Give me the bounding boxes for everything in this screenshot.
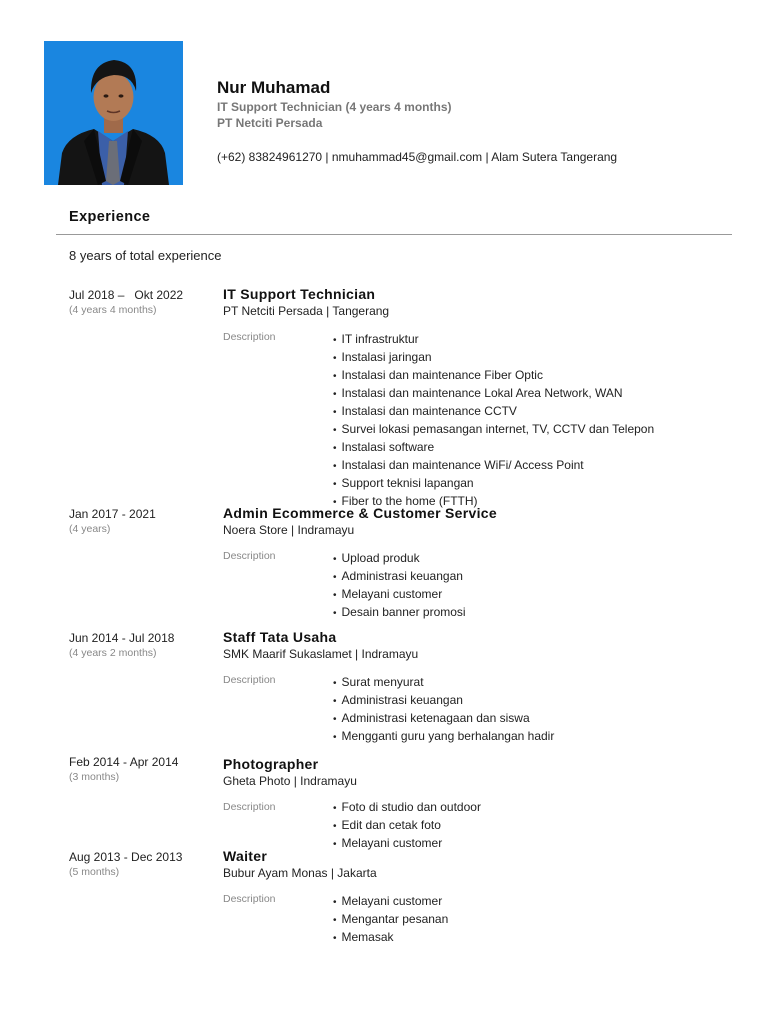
list-item: • Support teknisi lapangan bbox=[333, 475, 654, 493]
job-duration: (4 years) bbox=[69, 523, 111, 535]
job-period: Jan 2017 - 2021 bbox=[69, 507, 156, 521]
description-label: Description bbox=[223, 801, 276, 813]
current-role: IT Support Technician (4 years 4 months) bbox=[217, 100, 452, 114]
description-label: Description bbox=[223, 893, 276, 905]
job-description-list bbox=[333, 331, 654, 511]
job-description-list bbox=[333, 674, 554, 746]
list-item: • Foto di studio dan outdoor bbox=[333, 799, 481, 817]
list-item: • Melayani customer bbox=[333, 893, 448, 911]
list-item: • Fiber to the home (FTTH) bbox=[333, 493, 654, 511]
section-divider bbox=[56, 234, 732, 235]
list-item: • Mengganti guru yang berhalangan hadir bbox=[333, 728, 554, 746]
list-item: • Upload produk bbox=[333, 550, 466, 568]
person-portrait-icon bbox=[44, 41, 183, 185]
job-title: Photographer bbox=[223, 756, 319, 772]
list-item: • Melayani customer bbox=[333, 835, 481, 853]
profile-photo bbox=[44, 41, 183, 185]
list-item: • Desain banner promosi bbox=[333, 604, 466, 622]
job-title: Waiter bbox=[223, 848, 268, 864]
list-item: • Administrasi keuangan bbox=[333, 692, 554, 710]
job-period: Jul 2018 – Okt 2022 bbox=[69, 288, 184, 302]
job-duration: (4 years 2 months) bbox=[69, 647, 157, 659]
job-title: Staff Tata Usaha bbox=[223, 629, 337, 645]
job-description-list bbox=[333, 550, 466, 622]
job-description-list bbox=[333, 893, 448, 947]
list-item: • Mengantar pesanan bbox=[333, 911, 448, 929]
total-experience: 8 years of total experience bbox=[69, 248, 222, 263]
description-label: Description bbox=[223, 674, 276, 686]
job-company: Noera Store | Indramayu bbox=[223, 523, 355, 537]
list-item: • IT infrastruktur bbox=[333, 331, 654, 349]
list-item: • Edit dan cetak foto bbox=[333, 817, 481, 835]
job-company: Bubur Ayam Monas | Jakarta bbox=[223, 866, 377, 880]
job-period: Aug 2013 - Dec 2013 bbox=[69, 850, 183, 864]
list-item: • Melayani customer bbox=[333, 586, 466, 604]
job-company: SMK Maarif Sukaslamet | Indramayu bbox=[223, 647, 419, 661]
list-item: • Memasak bbox=[333, 929, 448, 947]
job-title: IT Support Technician bbox=[223, 286, 376, 302]
description-label: Description bbox=[223, 331, 276, 343]
job-duration: (3 months) bbox=[69, 771, 120, 783]
job-duration: (5 months) bbox=[69, 866, 120, 878]
list-item: • Administrasi ketenagaan dan siswa bbox=[333, 710, 554, 728]
experience-heading: Experience bbox=[69, 209, 151, 225]
list-item: • Instalasi software bbox=[333, 439, 654, 457]
description-label: Description bbox=[223, 550, 276, 562]
list-item: • Instalasi dan maintenance WiFi/ Access Point bbox=[333, 457, 654, 475]
list-item: • Instalasi jaringan bbox=[333, 349, 654, 367]
contact-info: (+62) 83824961270 | nmuhammad45@gmail.com | Alam Sutera Tangerang bbox=[217, 150, 618, 164]
candidate-name: Nur Muhamad bbox=[217, 78, 331, 97]
list-item: • Surat menyurat bbox=[333, 674, 554, 692]
job-description-list bbox=[333, 799, 481, 853]
list-item: • Instalasi dan maintenance CCTV bbox=[333, 403, 654, 421]
list-item: • Survei lokasi pemasangan internet, TV, CCTV dan Telepon bbox=[333, 421, 654, 439]
list-item: • Instalasi dan maintenance Lokal Area Network, WAN bbox=[333, 385, 654, 403]
job-duration: (4 years 4 months) bbox=[69, 304, 157, 316]
job-company: PT Netciti Persada | Tangerang bbox=[223, 304, 390, 318]
current-company: PT Netciti Persada bbox=[217, 116, 323, 130]
job-period: Jun 2014 - Jul 2018 bbox=[69, 631, 175, 645]
job-period: Feb 2014 - Apr 2014 bbox=[69, 755, 179, 769]
job-title: Admin Ecommerce & Customer Service bbox=[223, 505, 497, 521]
list-item: • Administrasi keuangan bbox=[333, 568, 466, 586]
list-item: • Instalasi dan maintenance Fiber Optic bbox=[333, 367, 654, 385]
job-company: Gheta Photo | Indramayu bbox=[223, 774, 357, 788]
